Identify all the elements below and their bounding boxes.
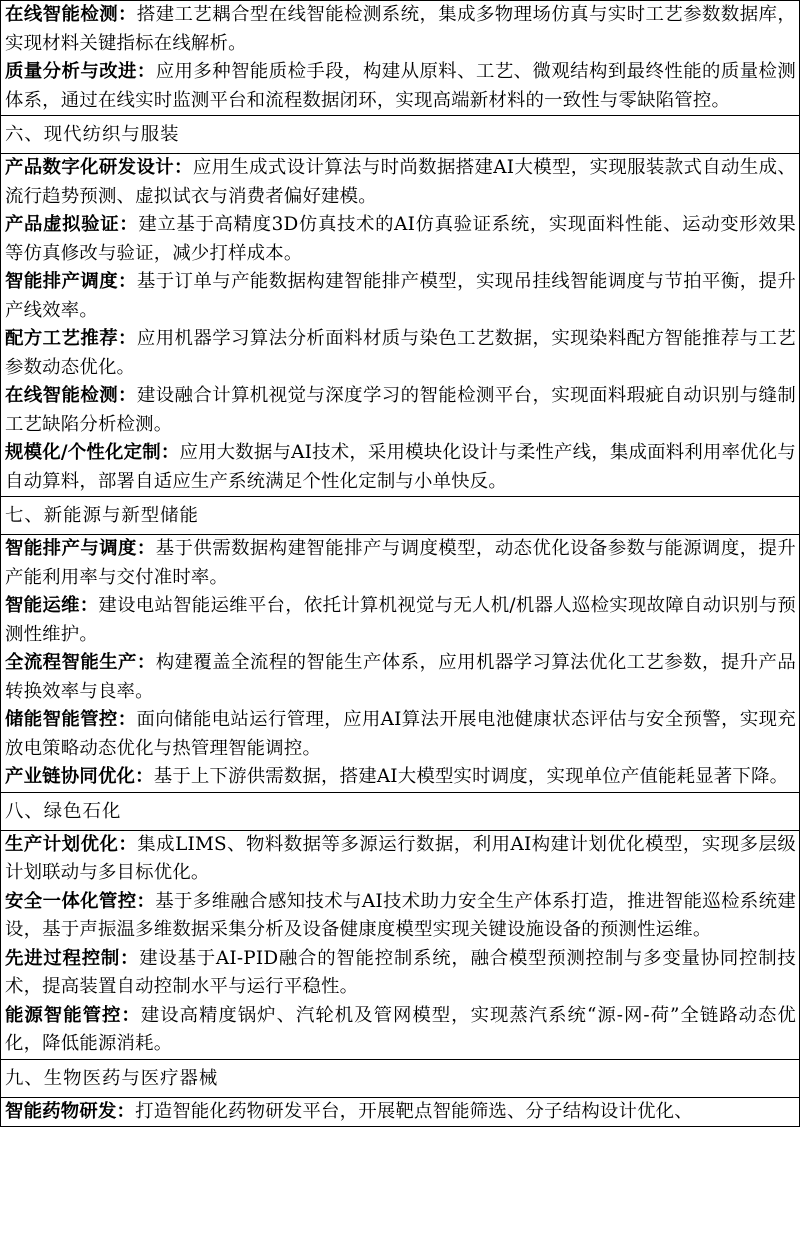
section-heading: 八、绿色石化 <box>1 792 800 830</box>
list-item <box>5 888 796 945</box>
item-term: 在线智能检测： <box>5 4 137 25</box>
section-heading-row <box>1 116 800 154</box>
list-item <box>5 763 796 792</box>
item-term: 储能智能管控： <box>5 709 137 730</box>
item-term: 智能排产调度： <box>5 271 137 292</box>
list-item <box>5 649 796 706</box>
section-content <box>1 154 800 497</box>
item-term: 产品数字化研发设计： <box>5 157 193 178</box>
item-term: 智能排产与调度： <box>5 538 156 559</box>
item-term: 在线智能检测： <box>5 385 137 406</box>
section-content-row <box>1 154 800 497</box>
list-item <box>5 535 796 592</box>
item-description: 应用生成式设计算法与时尚数据搭建AI大模型，实现服装款式自动生成、流行趋势预测、虚拟试衣与消费者偏好建模。 <box>5 157 796 207</box>
section-heading: 七、新能源与新型储能 <box>1 497 800 535</box>
section-content <box>1 1097 800 1127</box>
item-term: 能源智能管控： <box>5 1004 141 1026</box>
list-item <box>5 592 796 649</box>
section-heading: 九、生物医药与医疗器械 <box>1 1059 800 1097</box>
item-description: 面向储能电站运行管理，应用AI算法开展电池健康状态评估与安全预警，实现充放电策略动态优化与热管理智能调控。 <box>5 709 797 759</box>
section-heading-row <box>1 1059 800 1097</box>
section-heading-row <box>1 792 800 830</box>
item-term: 规模化/个性化定制： <box>5 442 180 463</box>
section-content <box>1 535 800 793</box>
item-term: 产业链协同优化： <box>5 766 154 787</box>
item-description: 应用大数据与AI技术，采用模块化设计与柔性产线，集成面料利用率优化与自动算料，部署自适应生产系统满足个性化定制与小单快反。 <box>5 442 796 492</box>
item-term: 配方工艺推荐： <box>5 328 137 349</box>
list-item <box>5 945 796 1002</box>
item-description: 应用多种智能质检手段，构建从原料、工艺、微观结构到最终性能的质量检测体系，通过在线实时监测平台和流程数据闭环，实现高端新材料的一致性与零缺陷管控。 <box>5 61 796 111</box>
item-description: 打造智能化药物研发平台，开展靶点智能筛选、分子结构设计优化、 <box>135 1100 693 1122</box>
item-description: 建设融合计算机视觉与深度学习的智能检测平台，实现面料瑕疵自动识别与缝制工艺缺陷分析检测。 <box>5 385 796 435</box>
section-heading-row <box>1 497 800 535</box>
list-item <box>5 382 796 439</box>
list-item <box>5 154 796 211</box>
list-item <box>5 211 796 268</box>
item-description: 基于上下游供需数据，搭建AI大模型实时调度，实现单位产值能耗显著下降。 <box>153 766 789 787</box>
item-description: 基于订单与产能数据构建智能排产模型，实现吊挂线智能调度与节拍平衡，提升产线效率。 <box>5 271 796 321</box>
item-term: 产品虚拟验证： <box>5 214 139 235</box>
item-description: 搭建工艺耦合型在线智能检测系统，集成多物理场仿真与实时工艺参数数据库，实现材料关键指标在线解析。 <box>5 4 796 54</box>
item-term: 质量分析与改进： <box>5 61 156 82</box>
list-item <box>5 1002 796 1059</box>
item-description: 构建覆盖全流程的智能生产体系，应用机器学习算法优化工艺参数，提升产品转换效率与良率。 <box>5 652 796 702</box>
list-item <box>5 1 796 58</box>
item-term: 生产计划优化： <box>5 833 138 855</box>
item-term: 全流程智能生产： <box>5 652 156 673</box>
item-description: 应用机器学习算法分析面料材质与染色工艺数据，实现染料配方智能推荐与工艺参数动态优化。 <box>5 328 796 378</box>
list-item <box>5 268 796 325</box>
section-heading: 六、现代纺织与服装 <box>1 116 800 154</box>
item-description: 建设高精度锅炉、汽轮机及管网模型，实现蒸汽系统“源-网-荷”全链路动态优化，降低能源消耗。 <box>5 1004 796 1054</box>
section-content-row <box>1 830 800 1059</box>
item-term: 智能药物研发： <box>5 1100 136 1122</box>
item-description: 基于多维融合感知技术与AI技术助力安全生产体系打造，推进智能巡检系统建设，基于声振温多维数据采集分析及设备健康度模型实现关键设施设备的预测性运维。 <box>5 890 797 940</box>
document-table-body <box>1 1 800 1127</box>
list-item <box>5 58 796 115</box>
section-content-row <box>1 1097 800 1127</box>
list-item <box>5 439 796 496</box>
item-term: 安全一体化管控： <box>5 890 156 912</box>
item-description: 基于供需数据构建智能排产与调度模型，动态优化设备参数与能源调度，提升产能利用率与交付准时率。 <box>5 538 796 588</box>
section-content-row <box>1 535 800 793</box>
section-content <box>1 830 800 1059</box>
item-description: 集成LIMS、物料数据等多源运行数据，利用AI构建计划优化模型，实现多层级计划联动与多目标优化。 <box>5 833 797 883</box>
item-description: 建设基于AI-PID融合的智能控制系统，融合模型预测控制与多变量协同控制技术，提高装置自动控制水平与运行平稳性。 <box>5 947 797 997</box>
section-content <box>1 1 800 116</box>
item-term: 先进过程控制： <box>5 947 140 969</box>
list-item <box>5 706 796 763</box>
item-term: 智能运维： <box>5 595 99 616</box>
item-description: 建立基于高精度3D仿真技术的AI仿真验证系统，实现面料性能、运动变形效果等仿真修改与验证，减少打样成本。 <box>5 214 796 264</box>
item-description: 建设电站智能运维平台，依托计算机视觉与无人机/机器人巡检实现故障自动识别与预测性维护。 <box>5 595 796 645</box>
list-item <box>5 831 796 888</box>
section-content-row <box>1 1 800 116</box>
list-item <box>5 325 796 382</box>
list-item <box>5 1098 796 1127</box>
